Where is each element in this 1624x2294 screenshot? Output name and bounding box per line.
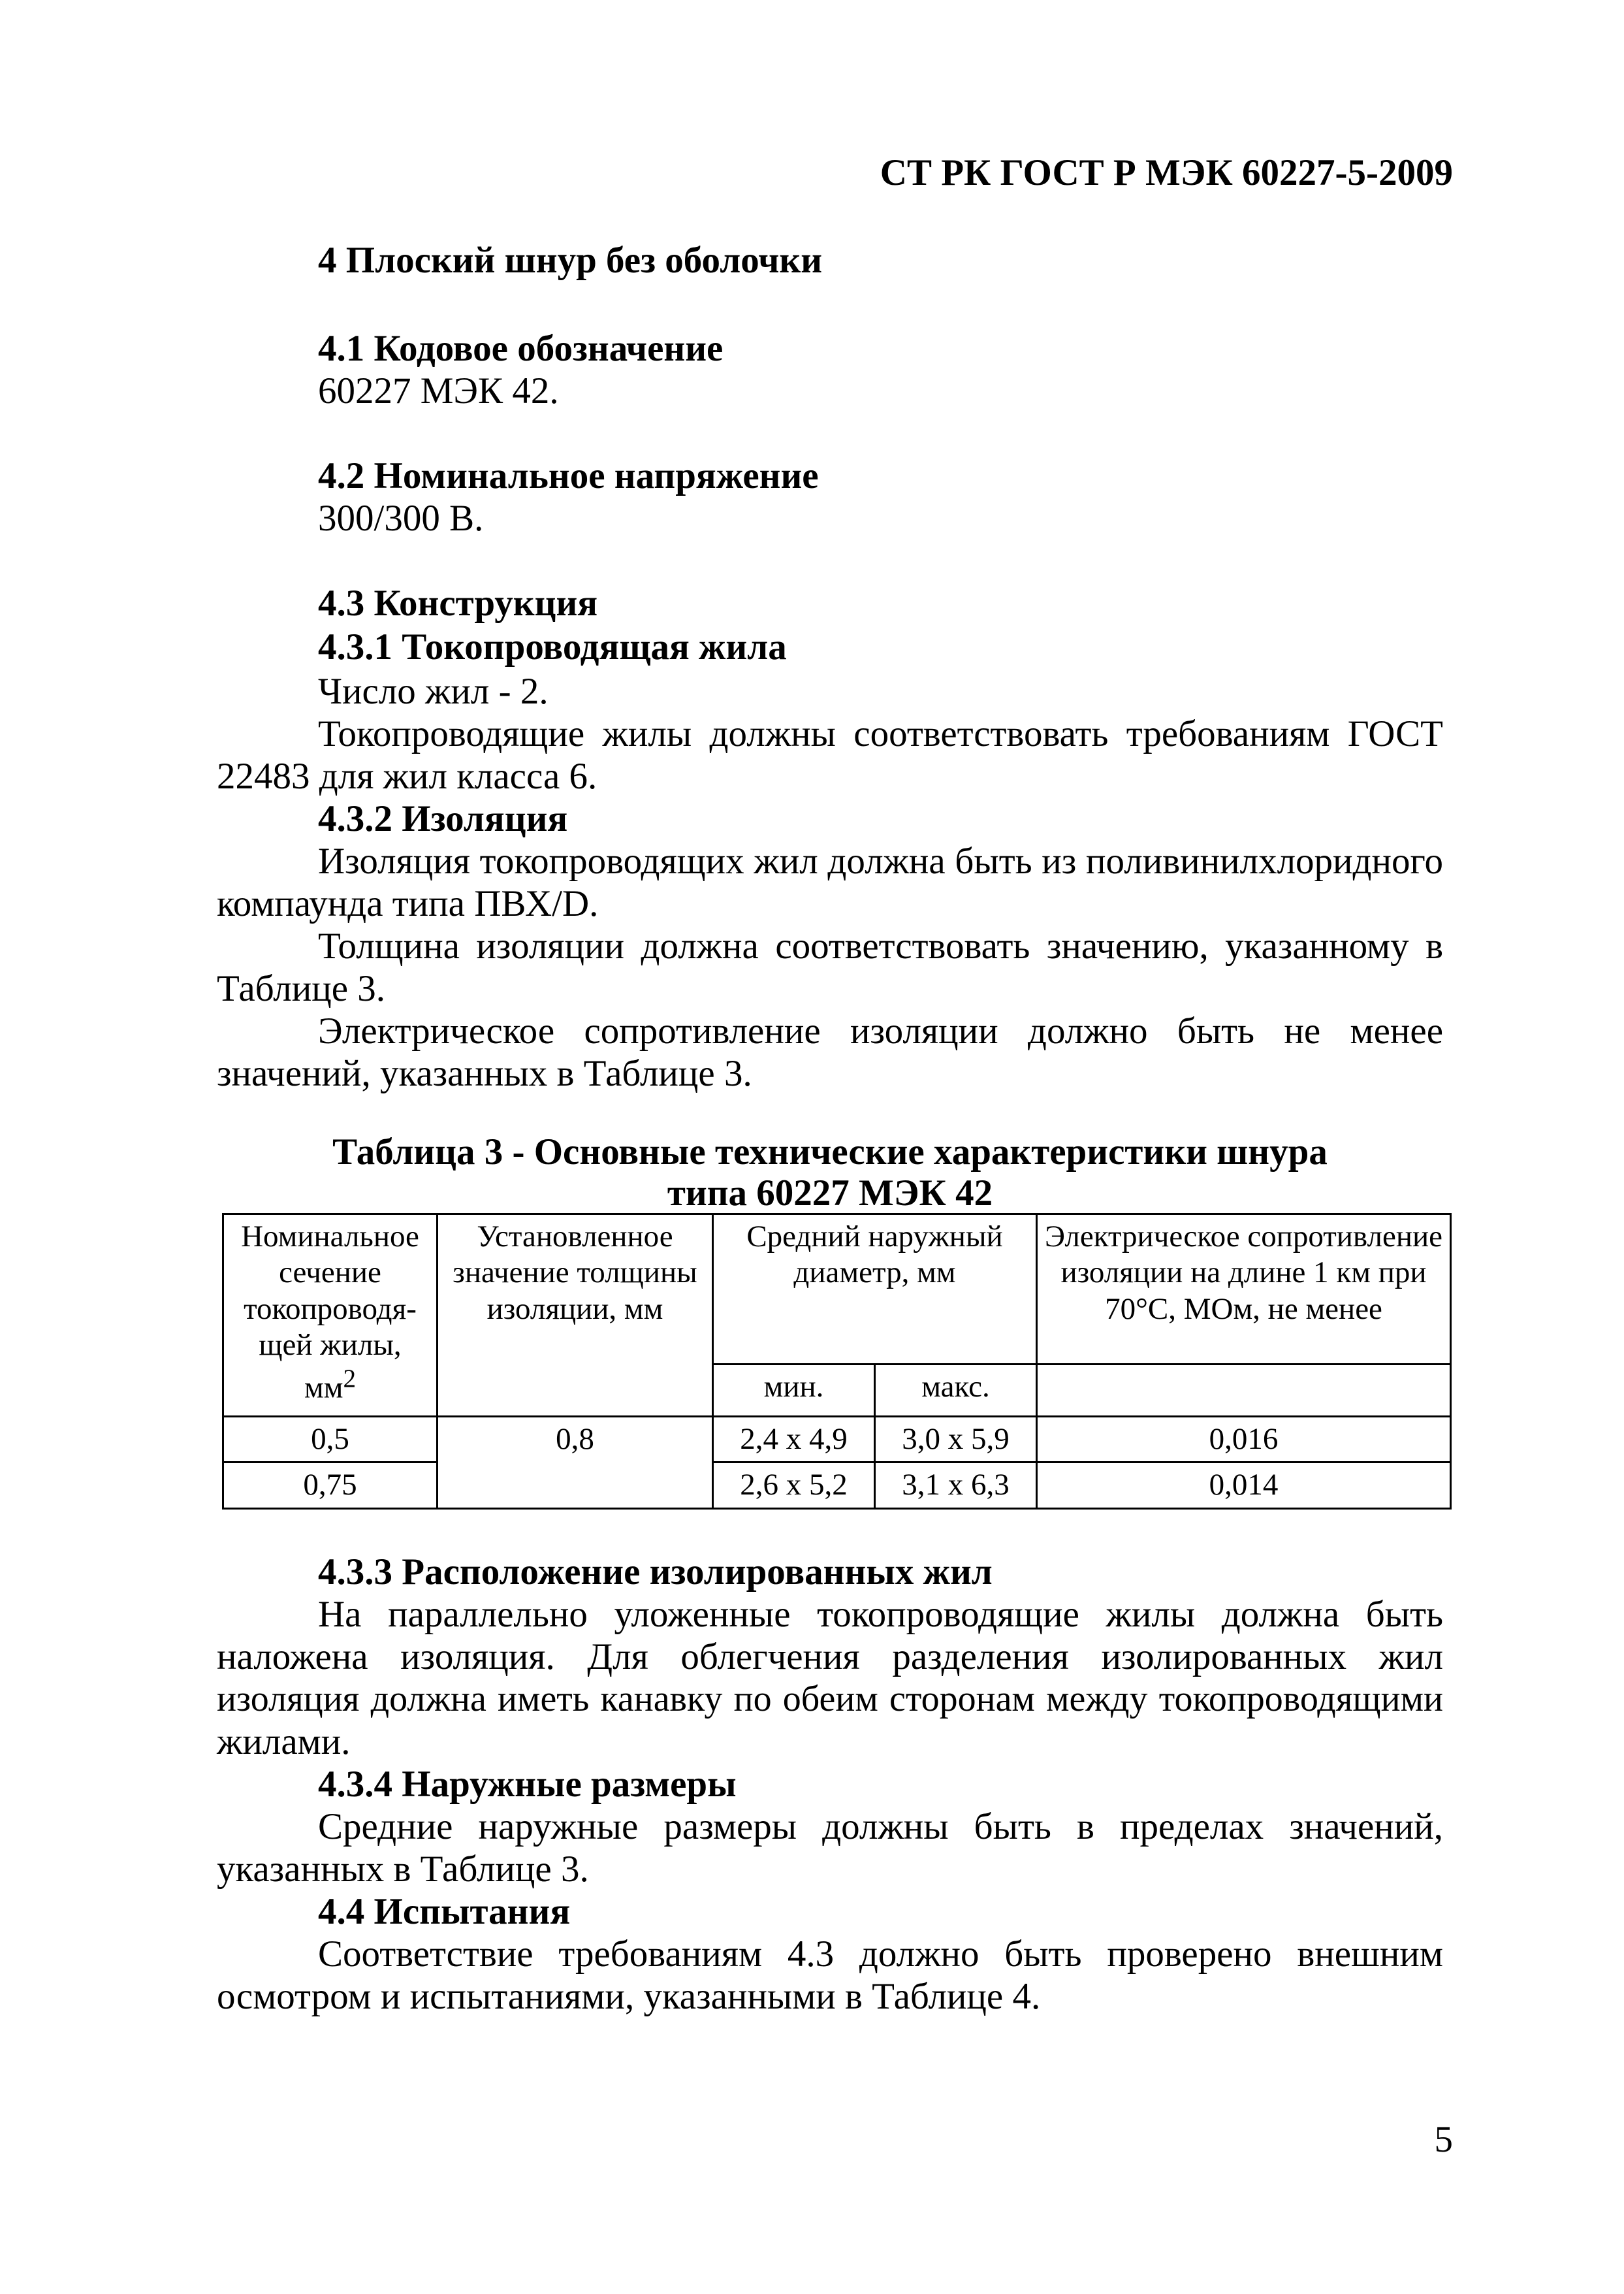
header-cell-section: Номинальное сечение токопроводя-щей жилы, $мм^2$ (223, 1214, 438, 1417)
table-3-caption-line1: Таблица 3 - Основные технические характеристики шнура (332, 1131, 1328, 1172)
header-cell-thickness: Установленное значение толщины изоляции, мм (438, 1214, 713, 1417)
section-4-3-2-p3-line1: Электрическое сопротивление изоляции должно быть не менее (318, 1010, 1443, 1052)
section-4-3-2-title: 4.3.2 Изоляция (318, 798, 568, 839)
section-4-3-1-title: 4.3.1 Токопроводящая жила (318, 626, 787, 668)
section-4-3-1-p1: Число жил - 2. (318, 671, 549, 712)
header-cell-max: макс. (875, 1365, 1037, 1417)
section-4-1-text: 60227 МЭК 42. (318, 370, 559, 412)
section-4-3-2-p1-line1: Изоляция токопроводящих жил должна быть из поливинилхлоридного (318, 841, 1443, 882)
cell-section: 0,5 (223, 1417, 438, 1462)
header-cell-resistance: Электрическое сопротивление изоляции на длине 1 км при 70°С, МОм, не менее (1037, 1214, 1451, 1365)
section-4-3-1-p2-line2: 22483 для жил класса 6. (217, 756, 597, 797)
section-4-3-2-p2-line1: Толщина изоляции должна соответствовать значению, указанному в (318, 926, 1443, 967)
table-row (223, 1462, 1451, 1508)
cell-thickness: 0,8 (438, 1417, 713, 1509)
section-4-4-title: 4.4 Испытания (318, 1891, 571, 1932)
page-number: 5 (1434, 2119, 1453, 2160)
section-4-3-3-line1: На параллельно уложенные токопроводящие жилы должна быть (318, 1594, 1443, 1635)
cell-section: 0,75 (223, 1462, 438, 1508)
section-4-4-line1: Соответствие требованиям 4.3 должно быть проверено внешним (318, 1933, 1443, 1975)
cell-max: 3,0 х 5,9 (875, 1417, 1037, 1462)
section-4-3-3-line3: изоляция должна иметь канавку по обеим сторонам между токопроводящими (217, 1679, 1443, 1719)
section-4-2-title: 4.2 Номинальное напряжение (318, 455, 819, 496)
table-3-caption-line2: типа 60227 МЭК 42 (667, 1172, 993, 1214)
cell-resistance: 0,016 (1037, 1417, 1451, 1462)
cell-max: 3,1 х 6,3 (875, 1462, 1037, 1508)
header-cell-diameter: Средний наружный диаметр, мм (713, 1214, 1037, 1365)
section-4-3-3-line2: наложена изоляция. Для облегчения разделения изолированных жил (217, 1636, 1443, 1677)
section-4-3-3-line4: жилами. (217, 1721, 351, 1762)
cell-min: 2,6 х 5,2 (713, 1462, 875, 1508)
section-4-4-line2: осмотром и испытаниями, указанными в Таблице 4. (217, 1976, 1041, 2017)
header-cell-min: мин. (713, 1365, 875, 1417)
cell-resistance: 0,014 (1037, 1462, 1451, 1508)
table-3 (222, 1213, 1452, 1510)
section-4-3-4-line1: Средние наружные размеры должны быть в пределах значений, (318, 1806, 1443, 1847)
section-4-3-2-p2-line2: Таблице 3. (217, 968, 386, 1009)
superscript-2: 2 (343, 1364, 357, 1393)
section-4-3-1-p2-line1: Токопроводящие жилы должны соответствовать требованиям ГОСТ (318, 713, 1443, 754)
section-4-2-text: 300/300 В. (318, 498, 484, 539)
section-4-1-title: 4.1 Кодовое обозначение (318, 328, 724, 369)
section-4-title: 4 Плоский шнур без оболочки (318, 240, 823, 281)
section-4-3-2-p3-line2: значений, указанных в Таблице 3. (217, 1053, 752, 1094)
section-4-3-3-title: 4.3.3 Расположение изолированных жил (318, 1551, 993, 1592)
section-4-3-4-title: 4.3.4 Наружные размеры (318, 1764, 737, 1805)
table-row (223, 1417, 1451, 1462)
header-cell-empty (1037, 1365, 1451, 1417)
section-4-3-title: 4.3 Конструкция (318, 583, 598, 624)
section-4-3-4-line2: указанных в Таблице 3. (217, 1849, 589, 1890)
cell-min: 2,4 х 4,9 (713, 1417, 875, 1462)
document-code-header: СТ РК ГОСТ Р МЭК 60227-5-2009 (880, 152, 1453, 193)
section-4-3-2-p1-line2: компаунда типа ПВХ/D. (217, 883, 599, 924)
